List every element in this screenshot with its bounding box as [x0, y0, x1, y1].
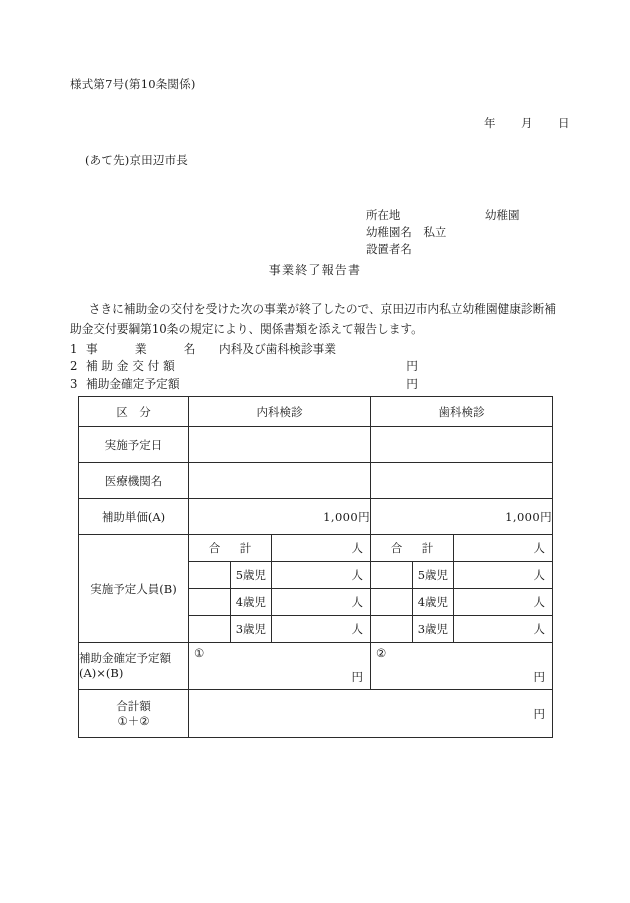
value-institution-dental[interactable]	[371, 463, 553, 499]
value-scheduled-date-internal[interactable]	[189, 427, 371, 463]
header-dental: 歯科検診	[371, 397, 553, 427]
item-row-3	[70, 376, 556, 393]
sub-label-age4-internal: 4歳児	[230, 589, 271, 616]
sub-value-total-dental[interactable]: 人	[533, 541, 545, 555]
value-unit-price-internal: 1,000円	[189, 499, 371, 535]
value-institution-internal[interactable]	[189, 463, 371, 499]
sub-label-age5-internal: 5歳児	[230, 562, 271, 589]
item-3-number: 3	[70, 376, 78, 391]
label-grand-total	[79, 690, 189, 738]
label-unit-price: 補助単価(A)	[79, 499, 189, 535]
label-medical-institution: 医療機関名	[79, 463, 189, 499]
body-paragraph	[70, 300, 556, 339]
row-subsidy-amount	[79, 643, 553, 690]
sub-row-age-5-dental	[371, 562, 552, 589]
issuer-kindergarten-row	[344, 207, 520, 239]
sub-label-age3-internal: 3歳児	[230, 616, 271, 643]
unit-yen-internal: 円	[351, 670, 363, 684]
item-1-label: 事 業 名	[86, 342, 201, 356]
issuer-founder-label: 設置者名	[365, 242, 412, 256]
sub-label-age5-dental: 5歳児	[412, 562, 453, 589]
label-headcount: 実施予定人員(B)	[79, 535, 189, 643]
headcount-dental-subtable	[371, 535, 552, 642]
gutter-3-internal	[189, 616, 230, 643]
item-3-label: 補助金確定予定額	[86, 376, 180, 391]
gutter-5-dental	[371, 562, 412, 589]
value-subsidy-dental[interactable]	[371, 643, 553, 690]
row-headcount	[79, 535, 553, 643]
issuer-block	[344, 190, 520, 256]
label-grand-total-line1: 合計額	[116, 698, 151, 713]
sub-value-age4-dental[interactable]: 人	[454, 589, 553, 616]
label-scheduled-date: 実施予定日	[79, 427, 189, 463]
report-table-wrapper	[78, 396, 552, 738]
issuer-kindergarten-label: 幼稚園名 私立	[365, 225, 447, 239]
item-2-label: 補 助 金 交 付 額	[86, 359, 175, 374]
item-1-number: 1	[70, 342, 78, 356]
sub-row-age-3	[189, 616, 370, 643]
document-title: 事業終了報告書	[268, 263, 362, 277]
sub-label-total-internal: 合 計	[189, 535, 272, 562]
addressee-line: (あて先)京田辺市長	[85, 153, 188, 167]
sub-label-total-dental: 合 計	[371, 535, 454, 562]
issuer-kindergarten-suffix: 幼稚園	[485, 208, 520, 222]
value-scheduled-date-dental[interactable]	[371, 427, 553, 463]
row-scheduled-date	[79, 427, 553, 463]
sub-label-age3-dental: 3歳児	[412, 616, 453, 643]
row-medical-institution	[79, 463, 553, 499]
row-unit-price	[79, 499, 553, 535]
gutter-4-dental	[371, 589, 412, 616]
value-grand-total[interactable]	[189, 690, 553, 738]
label-subsidy-amount-line2: (A)×(B)	[79, 666, 124, 680]
label-subsidy-amount-line1: 補助金確定予定額	[79, 651, 171, 665]
sub-value-age3-dental[interactable]: 人	[454, 616, 553, 643]
issuer-founder-row	[344, 224, 446, 256]
issuer-location-row	[344, 190, 446, 222]
sub-row-age-4-dental	[371, 589, 552, 616]
sub-row-age-3-dental	[371, 616, 552, 643]
sub-value-total-internal[interactable]: 人	[351, 541, 363, 555]
item-1-value: 内科及び歯科検診事業	[219, 342, 336, 356]
item-row-1	[70, 341, 556, 358]
marker-circle-1: ①	[194, 646, 205, 660]
sub-value-age5-dental[interactable]: 人	[454, 562, 553, 589]
unit-yen-grand-total: 円	[533, 706, 545, 721]
gutter-5-internal	[189, 562, 230, 589]
label-subsidy-amount	[79, 643, 189, 690]
headcount-internal-subtable	[189, 535, 370, 642]
sub-label-age4-dental: 4歳児	[412, 589, 453, 616]
headcount-dental-group	[371, 535, 553, 643]
sub-value-age4-internal[interactable]: 人	[272, 589, 371, 616]
issuer-location-label: 所在地	[365, 208, 401, 222]
sub-row-age-4	[189, 589, 370, 616]
report-table	[78, 396, 553, 738]
header-internal-medicine: 内科検診	[189, 397, 371, 427]
header-category: 区 分	[79, 397, 189, 427]
table-header-row	[79, 397, 553, 427]
value-unit-price-dental: 1,000円	[371, 499, 553, 535]
label-grand-total-line2: ①＋②	[117, 713, 150, 728]
date-line: 年 月 日	[484, 116, 577, 130]
sub-value-age5-internal[interactable]: 人	[272, 562, 371, 589]
form-number: 様式第7号(第10条関係)	[70, 77, 196, 91]
item-2-unit: 円	[406, 359, 418, 374]
headcount-internal-group	[189, 535, 371, 643]
body-paragraph-text: さきに補助金の交付を受けた次の事業が終了したので、京田辺市内私立幼稚園健康診断補助金交付要綱第10条の規定により、関係書類を添えて報告します。	[70, 302, 556, 336]
sub-row-total	[189, 535, 370, 562]
numbered-items	[70, 341, 556, 393]
item-row-2	[70, 358, 556, 375]
item-3-unit: 円	[406, 376, 418, 391]
marker-circle-2: ②	[376, 646, 387, 660]
gutter-3-dental	[371, 616, 412, 643]
sub-row-age-5	[189, 562, 370, 589]
row-grand-total	[79, 690, 553, 738]
value-subsidy-internal[interactable]	[189, 643, 371, 690]
sub-value-age3-internal[interactable]: 人	[272, 616, 371, 643]
gutter-4-internal	[189, 589, 230, 616]
sub-row-total-dental	[371, 535, 552, 562]
unit-yen-dental: 円	[533, 670, 545, 684]
item-2-number: 2	[70, 359, 78, 374]
